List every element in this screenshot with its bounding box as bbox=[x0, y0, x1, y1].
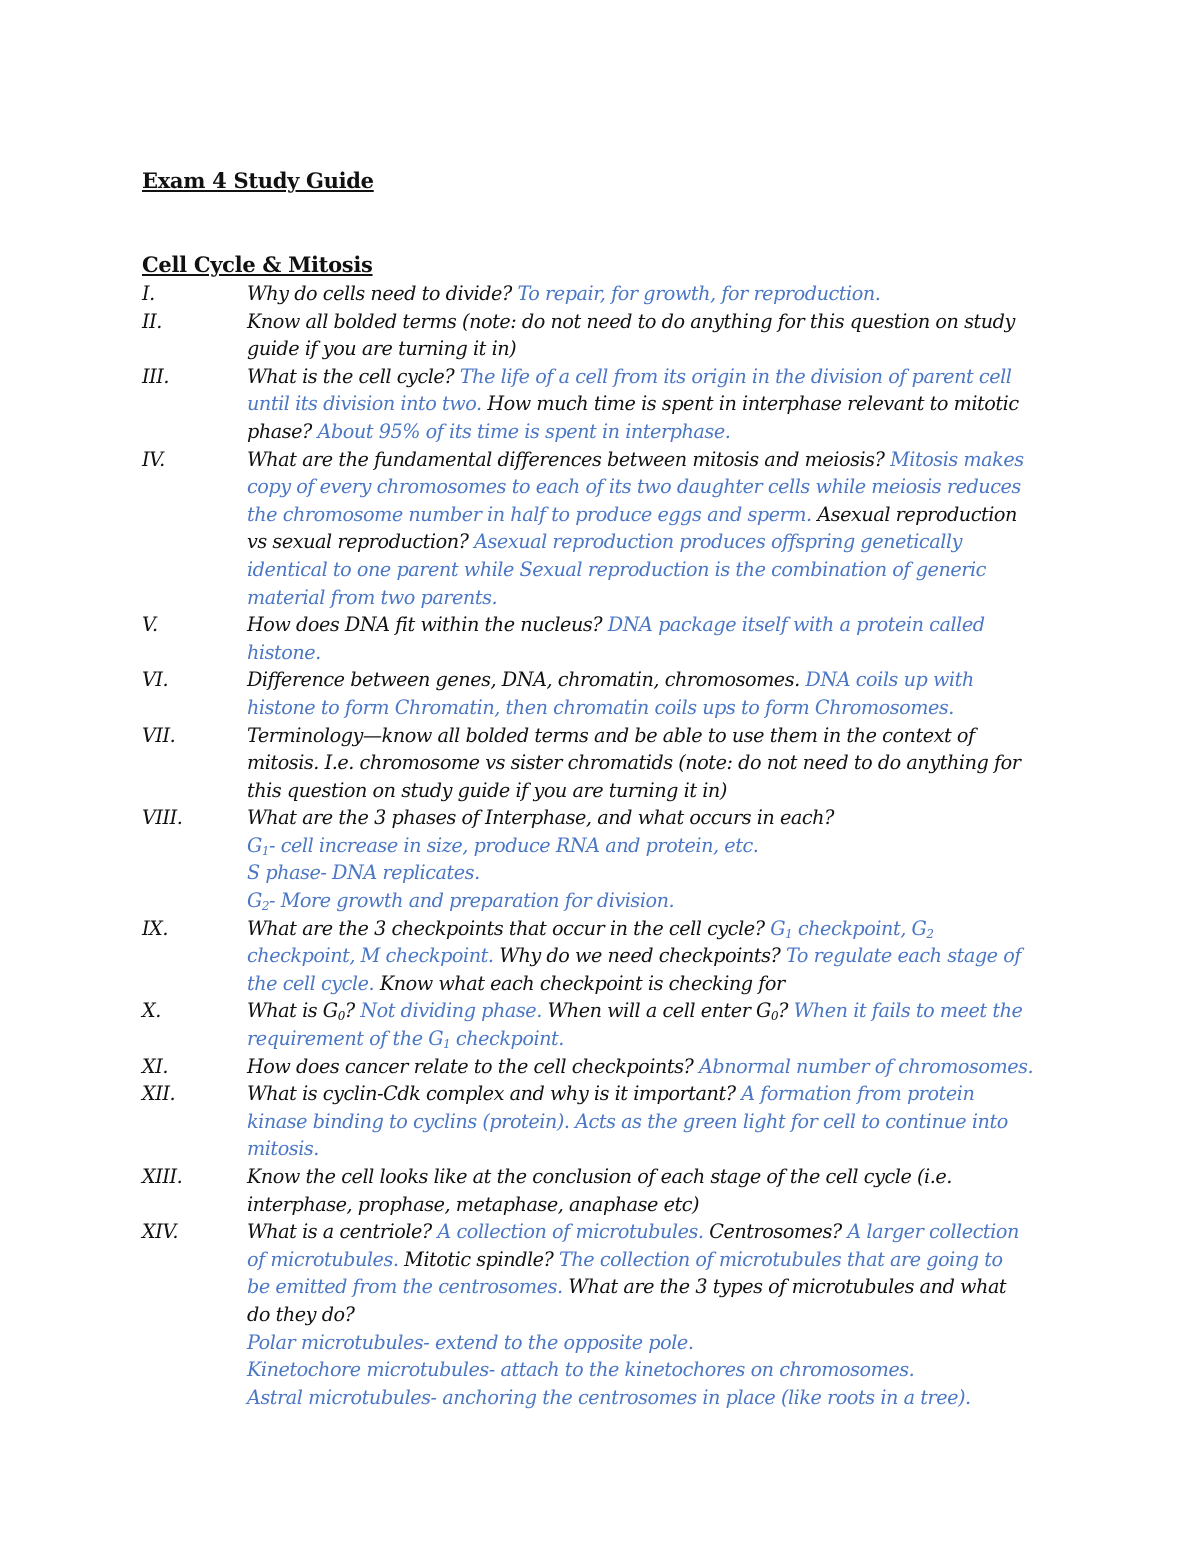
answer-text: The life of a cell from its origin in the division of parent cell bbox=[459, 364, 1012, 388]
item-number: V. bbox=[142, 613, 158, 637]
item-number: IV. bbox=[142, 447, 165, 471]
item-body bbox=[247, 666, 1067, 721]
question-text: this question on study guide if you are turning it in) bbox=[247, 778, 727, 802]
item-body bbox=[247, 915, 1067, 998]
answer-text: About 95% of its time is spent in interphase. bbox=[317, 419, 731, 443]
question-text: do they do? bbox=[247, 1302, 355, 1326]
answer-text: checkpoint, M checkpoint. bbox=[247, 944, 494, 968]
item-number: X. bbox=[142, 999, 161, 1023]
answer-text: be emitted from the centrosomes. bbox=[247, 1275, 563, 1299]
text-line bbox=[247, 1384, 1067, 1412]
answer-text: Asexual reproduction produces offspring genetically bbox=[474, 530, 962, 554]
question-text: ? bbox=[344, 999, 361, 1023]
question-text: What are the fundamental differences between mitosis and meiosis? bbox=[247, 447, 891, 471]
text-line bbox=[247, 556, 1067, 584]
answer-text: To regulate each stage of bbox=[785, 944, 1021, 968]
list-item bbox=[142, 1218, 1067, 1411]
answer-text: A collection of microtubules. bbox=[437, 1220, 704, 1244]
question-text: Mitotic spindle? bbox=[398, 1247, 560, 1271]
answer-text: checkpoint. bbox=[450, 1027, 564, 1051]
list-item bbox=[142, 446, 1067, 612]
text-line bbox=[247, 1301, 1067, 1329]
item-number: XII. bbox=[142, 1082, 176, 1106]
answer-text: Astral microtubules- anchoring the centrosomes in place (like roots in a tree). bbox=[247, 1385, 971, 1409]
answer-text: DNA package itself with a protein called bbox=[607, 613, 985, 637]
question-text: What are the 3 phases of Interphase, and what occurs in each? bbox=[247, 806, 834, 830]
text-line bbox=[247, 942, 1067, 970]
answer-text: material from two parents. bbox=[247, 585, 498, 609]
question-text: vs sexual reproduction? bbox=[247, 530, 475, 554]
answer-text: mitosis. bbox=[247, 1137, 319, 1161]
question-text: Difference between genes, DNA, chromatin, chromosomes. bbox=[247, 668, 806, 692]
answer-text: Abnormal number of chromosomes. bbox=[699, 1054, 1034, 1078]
item-number: IX. bbox=[142, 916, 168, 940]
text-line bbox=[247, 777, 1067, 805]
list-item bbox=[142, 308, 1067, 363]
item-number: XI. bbox=[142, 1054, 168, 1078]
question-text: Asexual reproduction bbox=[811, 502, 1017, 526]
answer-text: identical to one parent while Sexual reproduction is the combination of generic bbox=[247, 557, 986, 581]
answer-text: 1 bbox=[261, 843, 270, 858]
question-text: What is the cell cycle? bbox=[247, 364, 460, 388]
answer-text: histone to form Chromatin, then chromatin coils ups to form Chromosomes. bbox=[247, 695, 954, 719]
question-text: interphase, prophase, metaphase, anaphase etc) bbox=[247, 1192, 700, 1216]
text-line bbox=[247, 1218, 1067, 1246]
list-item bbox=[142, 280, 1067, 308]
question-text: What is cyclin-Cdk complex and why is it important? bbox=[247, 1082, 742, 1106]
item-number: III. bbox=[142, 364, 170, 388]
text-line bbox=[247, 749, 1067, 777]
text-line bbox=[247, 1108, 1067, 1136]
page-title: Exam 4 Study Guide bbox=[142, 168, 374, 193]
text-line bbox=[247, 611, 1067, 639]
question-text: Terminology—know all bolded terms and be able to use them in the context of bbox=[247, 723, 975, 747]
text-line bbox=[247, 915, 1067, 943]
answer-text: G bbox=[247, 889, 262, 913]
text-line bbox=[247, 832, 1067, 860]
answer-text: Polar microtubules- extend to the opposite pole. bbox=[247, 1330, 694, 1354]
answer-text: G bbox=[247, 833, 262, 857]
question-text: What are the 3 types of microtubules and what bbox=[562, 1275, 1007, 1299]
question-text: How does DNA fit within the nucleus? bbox=[247, 613, 608, 637]
question-text: How does cancer relate to the cell checkpoints? bbox=[247, 1054, 699, 1078]
answer-text: 2 bbox=[926, 926, 934, 941]
text-line bbox=[247, 418, 1067, 446]
list-item bbox=[142, 997, 1067, 1052]
answer-text: 1 bbox=[443, 1037, 451, 1051]
list-item bbox=[142, 611, 1067, 666]
item-body bbox=[247, 1080, 1067, 1163]
question-list bbox=[142, 280, 1067, 1411]
answer-text: of microtubules. bbox=[247, 1247, 399, 1271]
text-line bbox=[247, 1135, 1067, 1163]
section-heading: Cell Cycle & Mitosis bbox=[142, 252, 373, 277]
question-text: What is a centriole? bbox=[247, 1220, 438, 1244]
question-text: phase? bbox=[247, 419, 318, 443]
answer-text: Kinetochore microtubules- attach to the kinetochores on chromosomes. bbox=[247, 1358, 915, 1382]
question-text: Centrosomes? bbox=[703, 1220, 848, 1244]
text-line bbox=[247, 528, 1067, 556]
item-number: XIII. bbox=[142, 1165, 183, 1188]
text-line bbox=[247, 722, 1067, 750]
item-number: VII. bbox=[142, 723, 176, 747]
question-text: Why do cells need to divide? bbox=[247, 282, 518, 305]
answer-text: G bbox=[770, 916, 786, 940]
item-number: I. bbox=[142, 282, 155, 305]
text-line bbox=[247, 335, 1067, 363]
text-line bbox=[247, 501, 1067, 529]
answer-text: The collection of microtubules that are going to bbox=[559, 1247, 1003, 1271]
text-line bbox=[247, 308, 1067, 336]
question-text: Know the cell looks like at the conclusion of each stage of the cell cycle (i.e. bbox=[247, 1165, 952, 1188]
item-body bbox=[247, 363, 1067, 446]
text-line bbox=[247, 639, 1067, 667]
text-line bbox=[247, 363, 1067, 391]
answer-text: the chromosome number in half to produce eggs and sperm. bbox=[247, 502, 812, 526]
text-line bbox=[247, 1163, 1067, 1191]
text-line bbox=[247, 1246, 1067, 1274]
item-number: VIII. bbox=[142, 806, 183, 830]
answer-text: - cell increase in size, produce RNA and protein, etc. bbox=[269, 833, 759, 857]
answer-text: copy of every chromosomes to each of its two daughter cells while meiosis reduces bbox=[247, 475, 1021, 499]
answer-text: - More growth and preparation for division. bbox=[269, 889, 675, 913]
question-text: 0 bbox=[770, 1009, 779, 1024]
answer-text: S phase- DNA replicates. bbox=[247, 861, 480, 885]
text-line bbox=[247, 997, 1067, 1025]
answer-text: When it fails to meet the bbox=[793, 999, 1023, 1023]
item-body bbox=[247, 611, 1067, 666]
item-body bbox=[247, 997, 1067, 1052]
list-item bbox=[142, 915, 1067, 998]
list-item bbox=[142, 363, 1067, 446]
text-line bbox=[247, 390, 1067, 418]
item-number: II. bbox=[142, 309, 162, 333]
text-line bbox=[247, 666, 1067, 694]
text-line bbox=[247, 446, 1067, 474]
item-body bbox=[247, 1218, 1067, 1411]
question-text: When will a cell enter G bbox=[541, 999, 771, 1023]
question-text: 0 bbox=[337, 1009, 345, 1024]
answer-text: To repair, for growth, for reproduction. bbox=[517, 282, 881, 305]
answer-text: Mitosis makes bbox=[890, 447, 1024, 471]
answer-text: checkpoint, G bbox=[792, 916, 927, 940]
item-body bbox=[247, 308, 1067, 363]
answer-text: 1 bbox=[785, 926, 793, 941]
text-line bbox=[247, 1329, 1067, 1357]
answer-text: A formation from protein bbox=[741, 1082, 975, 1106]
question-text: How much time is spent in interphase relevant to mitotic bbox=[481, 392, 1019, 416]
text-line bbox=[247, 473, 1067, 501]
list-item bbox=[142, 1163, 1067, 1218]
question-text: mitosis. I.e. chromosome vs sister chromatids (note: do not need to do anything for bbox=[247, 751, 1021, 775]
item-body bbox=[247, 1163, 1067, 1218]
text-line bbox=[247, 1080, 1067, 1108]
question-text: Why do we need checkpoints? bbox=[493, 944, 786, 968]
text-line bbox=[247, 887, 1067, 915]
text-line bbox=[247, 584, 1067, 612]
list-item bbox=[142, 722, 1067, 805]
text-line bbox=[247, 1356, 1067, 1384]
item-number: XIV. bbox=[142, 1220, 179, 1244]
answer-text: Not dividing phase. bbox=[360, 999, 542, 1023]
list-item bbox=[142, 1080, 1067, 1163]
list-item bbox=[142, 666, 1067, 721]
text-line bbox=[247, 1273, 1067, 1301]
text-line bbox=[247, 859, 1067, 887]
text-line bbox=[247, 280, 1067, 308]
text-line bbox=[247, 1191, 1067, 1219]
answer-text: histone. bbox=[247, 640, 321, 664]
answer-text: the cell cycle. bbox=[247, 971, 375, 995]
item-body bbox=[247, 722, 1067, 805]
answer-text: 2 bbox=[261, 899, 270, 914]
question-text: What is G bbox=[247, 999, 338, 1023]
text-line bbox=[247, 1053, 1067, 1081]
item-body bbox=[247, 1053, 1067, 1081]
answer-text: until its division into two. bbox=[247, 392, 482, 416]
text-line bbox=[247, 970, 1067, 998]
answer-text: kinase binding to cyclins (protein). Acts as the green light for cell to continue into bbox=[247, 1109, 1008, 1133]
list-item bbox=[142, 1053, 1067, 1081]
item-number: VI. bbox=[142, 668, 169, 692]
answer-text: requirement of the G bbox=[247, 1027, 444, 1051]
question-text: Know all bolded terms (note: do not need to do anything for this question on study bbox=[247, 309, 1015, 333]
question-text: ? bbox=[778, 999, 794, 1023]
item-body bbox=[247, 804, 1067, 914]
item-body bbox=[247, 446, 1067, 612]
answer-text: DNA coils up with bbox=[805, 668, 974, 692]
text-line bbox=[247, 804, 1067, 832]
text-line bbox=[247, 694, 1067, 722]
question-text: guide if you are turning it in) bbox=[247, 337, 517, 361]
item-body bbox=[247, 280, 1067, 308]
question-text: What are the 3 checkpoints that occur in the cell cycle? bbox=[247, 916, 771, 940]
list-item bbox=[142, 804, 1067, 914]
question-text: Know what each checkpoint is checking for bbox=[374, 971, 785, 995]
text-line bbox=[247, 1025, 1067, 1053]
answer-text: A larger collection bbox=[847, 1220, 1019, 1244]
